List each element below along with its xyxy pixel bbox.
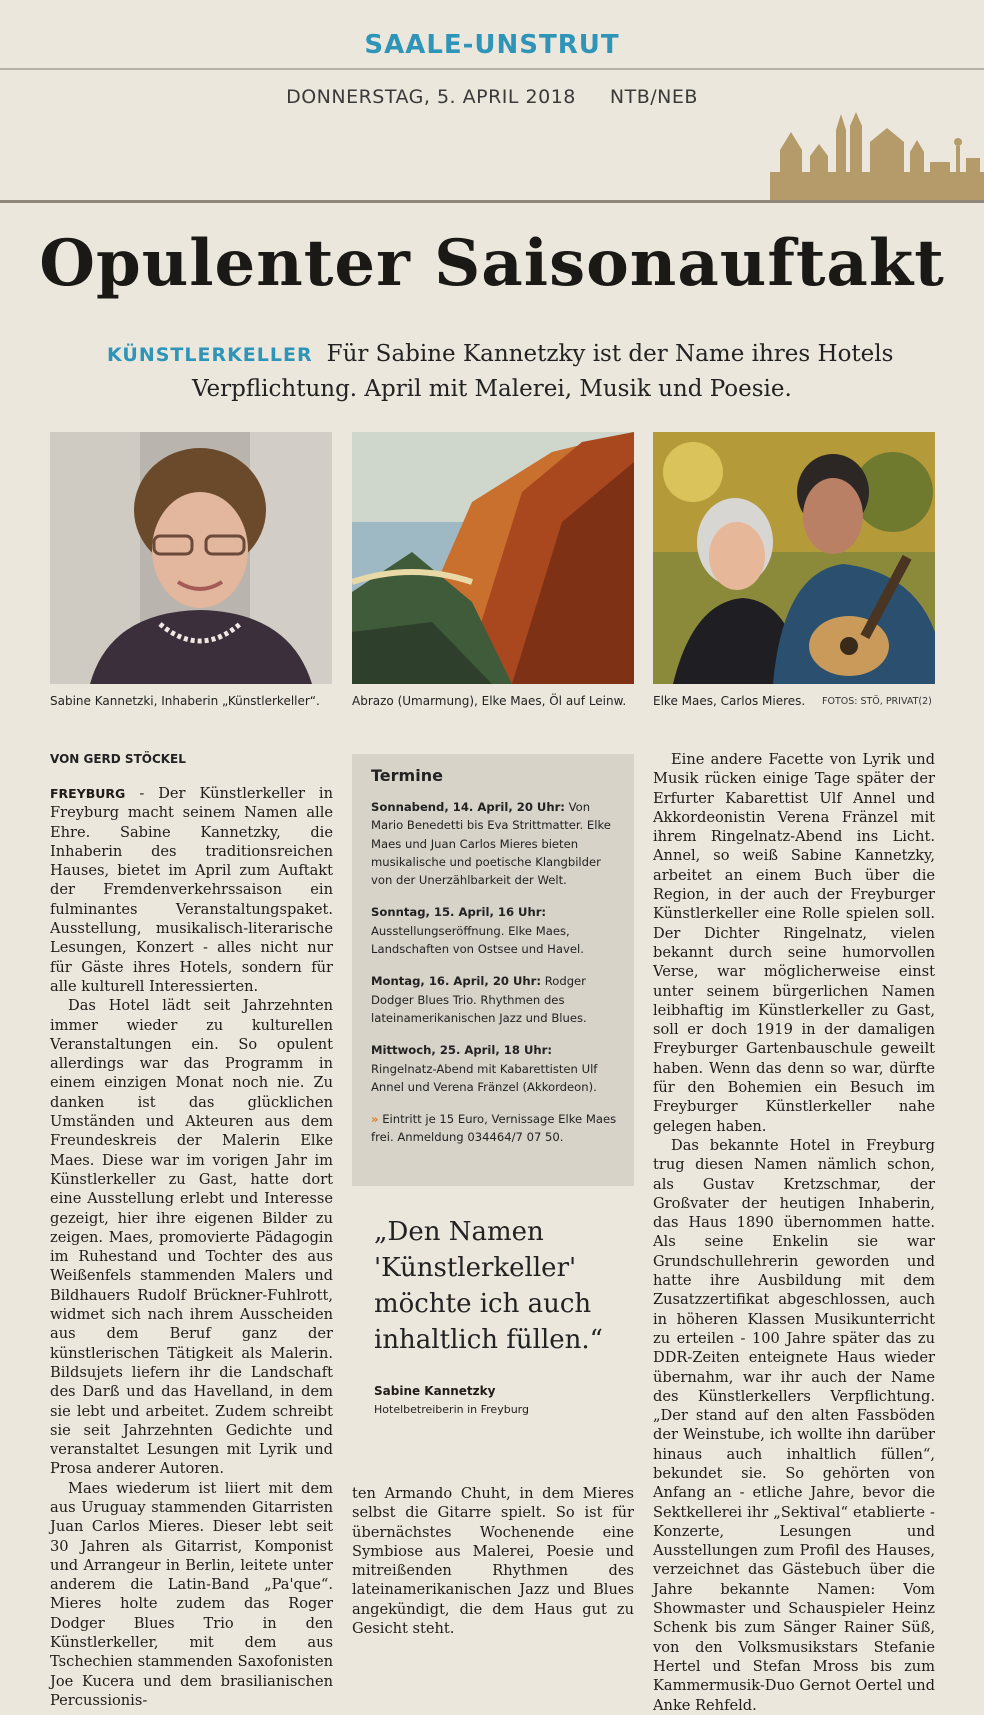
paragraph-text: - Der Künstlerkeller in Freyburg macht seinem Namen alle Ehre. Sabine Kannetzky, die Inhaberin des traditionsreichen Hauses, bietet im April zum Auftakt der Fremdenverkehrssaison ein fulminantes Veranstaltungspaket. Ausstellung, musikalisch-literarische Lesungen, Konzert - alles nicht nur für Gäste ihres Hotels, sondern für alle kulturell Interessierten. — [50, 785, 334, 995]
events-box — [352, 754, 634, 1186]
town-skyline-icon — [770, 112, 984, 202]
byline: VON GERD STÖCKEL — [50, 752, 186, 766]
masthead-rule — [0, 68, 984, 70]
events-note-text: Eintritt je 15 Euro, Vernissage Elke Maes frei. Anmeldung 034464/7 07 50. — [371, 1112, 617, 1145]
photo-credit: FOTOS: STÖ, PRIVAT(2) — [822, 696, 932, 707]
teaser-line-1: Für Sabine Kannetzky ist der Name ihres Hotels — [326, 341, 894, 367]
event-item — [371, 1041, 621, 1096]
article-column-2 — [352, 1484, 634, 1638]
quote-author: Sabine Kannetzky — [374, 1384, 496, 1398]
event-date: Sonntag, 15. April, 16 Uhr: — [371, 905, 547, 920]
events-note — [371, 1110, 621, 1147]
event-text: Rodger Dodger Blues Trio. Rhythmen des lateinamerikanischen Jazz und Blues. — [371, 974, 587, 1025]
article-column-1 — [50, 784, 333, 1710]
caption-portrait: Sabine Kannetzki, Inhaberin „Künstlerkeller“. — [50, 694, 320, 708]
teaser-block — [107, 337, 907, 406]
events-title: Termine — [371, 766, 443, 785]
pull-quote: „Den Namen 'Künstlerkeller' möchte ich auch inhaltlich füllen.“ — [374, 1217, 603, 1355]
article-paragraph: Eine andere Facette von Lyrik und Musik rücken einige Tage später der Erfurter Kabarettist Ulf Annel und Akkordeonistin Verena Fränzel mit ihrem Ringelnatz-Abend ins Licht. Annel, so weiß Sabine Kannetzky, arbeitet an einem Buch über die Region, in der auch der Freyburger Künstlerkeller eine Rolle spielen soll. Der Dichter Ringelnatz, vielen bekannt durch seine humorvollen Verse, war möglicherweise einst unter seinem bürgerlichen Namen leibhaftig im Künstlerkeller zu Gast, soll er doch 1919 in der damaligen Freyburger Gartenbauschule geweilt haben. Wenn das denn so war, dürfte für den Bohemien ein Besuch im Freyburger Künstlerkeller nahe gelegen haben. — [653, 751, 935, 1135]
caption-painting: Abrazo (Umarmung), Elke Maes, Öl auf Leinw. — [352, 694, 627, 708]
arrow-icon: » — [371, 1112, 379, 1127]
event-item — [371, 798, 621, 889]
section-title: SAALE-UNSTRUT — [364, 30, 620, 60]
dateline — [0, 86, 984, 108]
quote-author-role: Hotelbetreiberin in Freyburg — [374, 1403, 529, 1416]
photo-painting — [352, 432, 634, 684]
photo-couple — [653, 432, 935, 684]
events-list — [371, 798, 621, 1161]
event-date: Sonnabend, 14. April, 20 Uhr: — [371, 800, 565, 814]
event-date: Mittwoch, 25. April, 18 Uhr: — [371, 1043, 552, 1058]
issue-date: DONNERSTAG, 5. APRIL 2018 — [286, 86, 576, 108]
event-item — [371, 972, 621, 1027]
article-paragraph — [50, 784, 333, 996]
kicker: KÜNSTLERKELLER — [107, 344, 313, 366]
teaser-line-2: Verpflichtung. April mit Malerei, Musik und Poesie. — [192, 376, 792, 402]
headline: Opulenter Saisonauftakt — [39, 226, 945, 301]
article-paragraph: Das bekannte Hotel in Freyburg trug diesen Namen nämlich schon, als Gustav Kretzschmar, der Großvater der heutigen Inhaberin, das Haus 1890 übernommen hatte. Als seine Enkelin sie war Grundschullehrerin geworden und hatte ihre Ausbildung mit dem Zusatzzertifikat abgeschlossen, auch in höheren Klassen Musikunterricht zu erteilen - 100 Jahre später das zu DDR-Zeiten enteignete Haus wieder übernahm, war ihr auch der Name des Künstlerkellers Verpflichtung. „Der stand auf den alten Fassböden der Weinstube, ich wollte ihn darüber hinaus auch inhaltlich füllen“, bekundet sie. So gehörten von Anfang an - etliche Jahre, bevor die Sektkellerei ihr „Sektival“ etablierte - Konzerte, Lesungen und Ausstellungen zum Profil des Hauses, verzeichnet das Gästebuch über die Jahre bekannte Namen: Vom Showmaster und Schauspieler Heinz Schenk bis zum Sänger Rainer Süß, von den Volksmusikstars Stefanie Hertel und Stefan Mross bis zum Kammermusik-Duo Gernot Oertel und Anke Rehfeld. — [653, 1136, 935, 1714]
photo-portrait — [50, 432, 332, 684]
article-paragraph: Das Hotel lädt seit Jahrzehnten immer wieder zu kulturellen Veranstaltungen ein. So opulent allerdings war das Programm in einem einzigen Monat noch nie. Zu danken ist das glücklichen Umständen und Akteuren aus dem Freundeskreis der Malerin Elke Maes. Diese war im vorigen Jahr im Künstlerkeller zu Gast, hatte dort eine Ausstellung erlebt und Interesse gezeigt, hier ihre eigenen Bilder zu zeigen. Maes, promovierte Pädagogin im Ruhestand und Tochter des aus Weißenfels stammenden Malers und Bildhauers Rudolf Brückner-Fuhlrott, widmet sich nach ihrem Ausscheiden aus dem Beruf ganz der künstlerischen Tätigkeit als Malerin. Bildsujets liefern ihr die Landschaft des Darß und das Havelland, in dem sie lebt und arbeitet. Zudem schreibt sie seit Jahrzehnten Gedichte und veranstaltet Lesungen mit Lyrik und Prosa anderer Autoren. — [50, 997, 333, 1478]
event-text: Ringelnatz-Abend mit Kabarettisten Ulf Annel und Verena Fränzel (Akkordeon). — [371, 1061, 598, 1094]
article-paragraph: Maes wiederum ist liiert mit dem aus Uruguay stammenden Gitarristen Juan Carlos Mieres. Dieser lebt seit 30 Jahren als Gitarrist, Komponist und Arrangeur in Berlin, leitete unter anderem die Latin-Band „Pa'que“. Mieres holte zudem das Roger Dodger Blues Trio in den Künstlerkeller, mit dem aus Tschechien stammenden Saxofonisten Joe Kucera und dem brasilianischen Percussionis- — [50, 1479, 333, 1709]
article-paragraph: ten Armando Chuht, in dem Mieres selbst die Gitarre spielt. So ist für übernächstes Wochenende eine Symbiose aus Malerei, Poesie und mitreißenden Rhythmen des lateinamerikanischen Jazz und Blues angekündigt, die dem Haus gut zu Gesicht steht. — [352, 1485, 634, 1638]
header-rule — [0, 200, 984, 203]
dateline-place: FREYBURG — [50, 786, 126, 801]
edition-code: NTB/NEB — [609, 86, 698, 108]
caption-couple: Elke Maes, Carlos Mieres. — [653, 694, 806, 708]
article-column-3 — [653, 750, 935, 1715]
event-text: Von Mario Benedetti bis Eva Strittmatter. Elke Maes und Juan Carlos Mieres bieten musikalische und poetische Klangbilder von der Unerzählbarkeit der Welt. — [371, 800, 611, 888]
event-text: Ausstellungseröffnung. Elke Maes, Landschaften von Ostsee und Havel. — [371, 923, 584, 957]
event-item — [371, 903, 621, 958]
event-date: Montag, 16. April, 20 Uhr: — [371, 974, 542, 989]
